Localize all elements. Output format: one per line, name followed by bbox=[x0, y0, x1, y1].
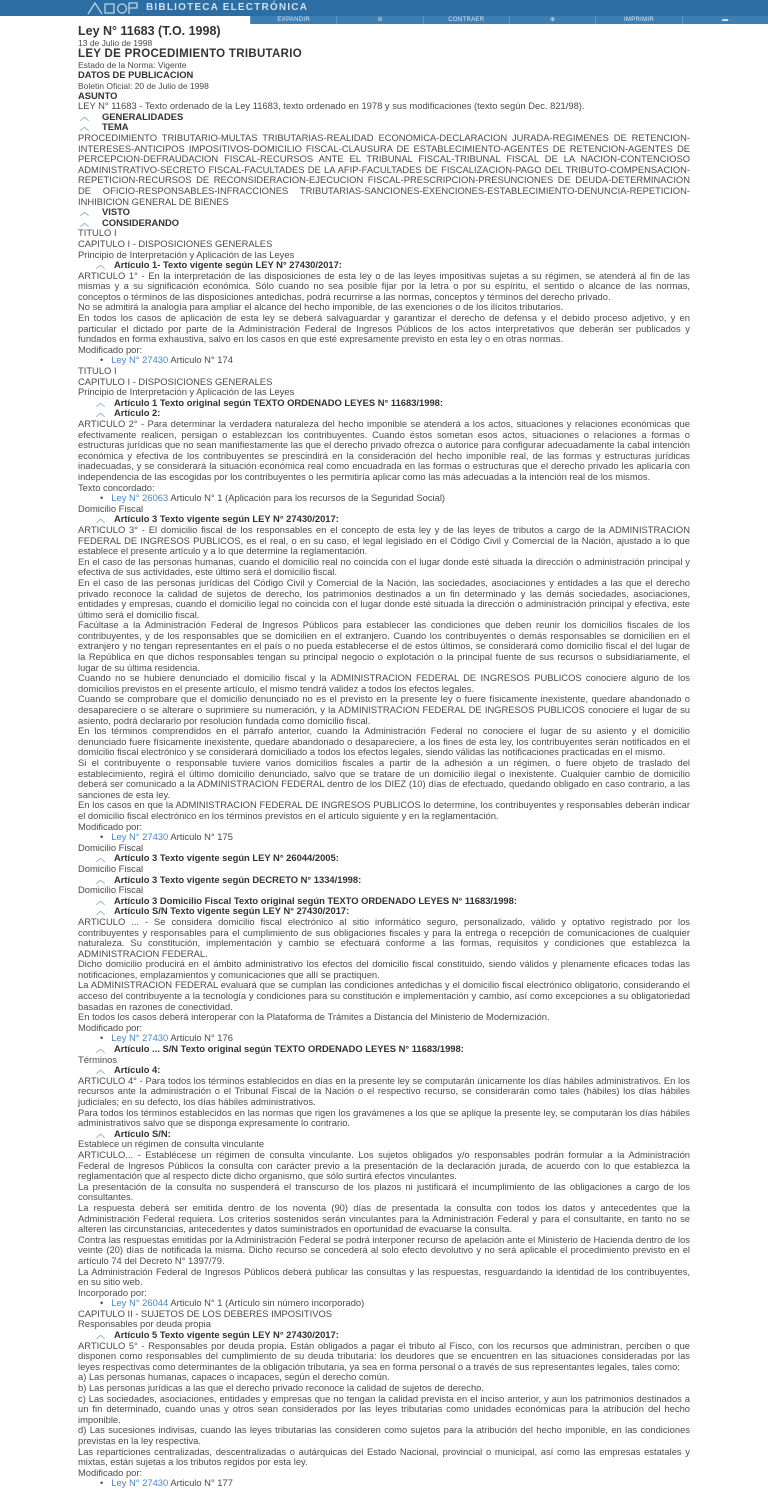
article-label: Artículo 1 Texto original según TEXTO ORDENADO LEYES N° 11683/1998: bbox=[114, 396, 444, 408]
chevron-up-icon: ︿ bbox=[96, 1128, 106, 1139]
article-text: b) Las personas jurídicas a las que el derecho privado reconoce la calidad de sujetos de derecho. bbox=[78, 1382, 484, 1394]
article-label: Artículo S/N Texto vigente según LEY N° 27430/2017: bbox=[114, 905, 350, 917]
collapse-icon: ⊖ bbox=[377, 17, 383, 23]
collapse-button[interactable]: CONTRAER bbox=[423, 16, 509, 24]
law-title: Ley N° 11683 (T.O. 1998) bbox=[78, 24, 221, 38]
article-label: Artículo 1- Texto vigente según LEY N° 27430/2017: bbox=[114, 259, 342, 271]
capitulo: CAPITULO I - DISPOSICIONES GENERALES bbox=[78, 375, 273, 387]
article-text: ARTICULO 2° - Para determinar la verdadera naturaleza del hecho imponible se atenderá a los actos, situaciones y relaciones económicas que efectivamente realicen, persigan o establezcan los contribuyentes. Cuando éstos sometan esos actos, situaciones o relaciones a formas o estructuras jurídicas que no sean manifiestamente las que el derecho privado ofrezca o autorice para configurar adecuadamente la cabal intención económica y efectiva de los contribuyentes se prescindirá en la consideración del hecho imponible real, de las formas y estructuras jurídicas inadecuadas, y se considerará la situación económica real como encuadrada en las formas o estructuras que el derecho privado les aplicaría con independencia de las escogidas por los contribuyentes o les permitiría aplicar como las más adecuadas a la intención real de los mismos. bbox=[78, 418, 690, 482]
article-label: Artículo 3 Texto vigente según LEY N° 26044/2005: bbox=[114, 852, 339, 864]
law-status: Estado de la Norma: Vigente bbox=[78, 60, 187, 70]
reference-link[interactable]: Ley N° 27430 bbox=[111, 1477, 169, 1489]
chevron-up-icon: ︿ bbox=[80, 122, 90, 133]
principio: Principio de Interpretación y Aplicación de las Leyes bbox=[78, 386, 295, 398]
article-text: Contra las respuestas emitidas por la Administración Federal se podrá interponer recurso de apelación ante el Ministerio de Hacienda dentro de los veinte (20) días de notificada la misma. Dicho recurso se concederá al solo efecto devolutivo y no será aplicable el procedimiento previsto en el artículo 74 del Decreto N° 1397/79. bbox=[78, 1233, 690, 1266]
responsables-label: Responsables por deuda propia bbox=[78, 1318, 211, 1330]
article-sn-consulta-header[interactable] bbox=[78, 1129, 690, 1140]
article-text: La ADMINISTRACION FEDERAL evaluará que se cumplan las condiciones antedichas y el domicilio fiscal electrónico obligatorio, considerando el acceso del contribuyente a la tecnología y condiciones para su constitución e implementación y cambio, así como excepciones a su obligatoriedad basadas en razones de conectividad. bbox=[78, 979, 690, 1012]
domicilio-label: Domicilio Fiscal bbox=[78, 841, 144, 853]
collapse-icon-button[interactable] bbox=[336, 16, 422, 24]
chevron-up-icon: ︿ bbox=[96, 906, 106, 917]
chevron-up-icon: ︿ bbox=[96, 1044, 106, 1055]
article-text: En el caso de las personas jurídicas del Código Civil y Comercial de la Nación, las sociedades, asociaciones y entidades a las que el derecho privado reconoce la calidad de sujetos de derecho, los patrimonios destinados a un fin determinado y las demás sociedades, asociaciones, entidades y empresas, cuando el domicilio legal no coincida con el lugar donde esté situada la dirección o administración principal y efectiva, este último será el domicilio fiscal. bbox=[78, 576, 690, 620]
article-3-1998-header[interactable] bbox=[78, 875, 690, 886]
reference-item: • Ley N° 27430 Articulo N° 177 bbox=[100, 1477, 233, 1489]
article-1-original-header[interactable] bbox=[78, 398, 690, 409]
logo-icon bbox=[86, 2, 140, 15]
principio: Principio de Interpretación y Aplicación de las Leyes bbox=[78, 248, 295, 260]
article-text: La respuesta deberá ser emitida dentro de los noventa (90) días de presentada la consulta con todos los datos y antecedentes que la Administración Federal requiera. Los criterios sostenidos serán vinculantes para la Administración Federal y para el consultante, en tanto no se alteren las circunstancias, antecedentes y datos suministrados en oportunidad de evacuarse la consulta. bbox=[78, 1201, 690, 1235]
article-text: ARTICULO ... - Se considera domicilio fiscal electrónico al sitio informático seguro, personalizado, válido y optativo registrado por los contribuyentes y responsables para el cumplimiento de sus obligaciones fiscales y para la entrega o recepción de comunicaciones de cualquier naturaleza. Su constitución, implementación y cambio se efectuará conforme a las formas, requisitos y condiciones que establezca la ADMINISTRACION FEDERAL. bbox=[78, 915, 690, 959]
article-text: Cuando no se hubiere denunciado el domicilio fiscal y la ADMINISTRACION FEDERAL DE INGRESOS PUBLICOS conociere alguno de los domicilios previstos en el presente artículo, el mismo tendrá validez a todos los efectos legales. bbox=[78, 672, 690, 694]
chevron-up-icon: ︿ bbox=[80, 207, 90, 218]
article-text: En los casos en que la ADMINISTRACION FEDERAL DE INGRESOS PUBLICOS lo determine, los contribuyentes y responsables deberán indicar el domicilio fiscal electrónico en los términos previstos en el artículo siguiente y en la reglamentación. bbox=[78, 799, 690, 821]
chevron-up-icon: ︿ bbox=[96, 1330, 106, 1341]
chevron-up-icon: ︿ bbox=[80, 217, 90, 228]
law-subtitle: LEY DE PROCEDIMIENTO TRIBUTARIO bbox=[78, 48, 302, 60]
toolbar bbox=[250, 16, 768, 24]
article-text: Dicho domicilio producirá en el ámbito administrativo los efectos del domicilio fiscal constituido, siendo válidos y plenamente eficaces todas las notificaciones, emplazamientos y comunicaciones que allí se practiquen. bbox=[78, 958, 690, 980]
section-label: CONSIDERANDO bbox=[102, 216, 180, 228]
document-body bbox=[78, 24, 690, 1489]
article-label: Artículo ... S/N Texto original según TEXTO ORDENADO LEYES N° 11683/1998: bbox=[114, 1043, 464, 1055]
reference-link[interactable]: Ley N° 26063 bbox=[111, 492, 169, 504]
printer-icon: ▬ bbox=[722, 17, 729, 23]
section-generalidades[interactable] bbox=[78, 112, 690, 123]
chevron-up-icon: ︿ bbox=[96, 895, 106, 906]
titulo: TITULO I bbox=[78, 365, 117, 377]
reference-item: • Ley N° 27430 Articulo N° 175 bbox=[100, 831, 233, 843]
article-text: La presentación de la consulta no suspenderá el transcurso de los plazos ni justificará el incumplimiento de las obligaciones a cargo de los consultantes. bbox=[78, 1180, 690, 1203]
capitulo: CAPITULO II - SUJETOS DE LOS DEBERES IMPOSITIVOS bbox=[78, 1307, 333, 1319]
article-subtitle: Establece un régimen de consulta vinculante bbox=[78, 1138, 265, 1150]
article-label: Artículo 5 Texto vigente según LEY N° 27430/2017: bbox=[114, 1329, 339, 1341]
chevron-up-icon: ︿ bbox=[96, 514, 106, 525]
reference-detail: Articulo N° 1 (Aplicación para los recursos de la Seguridad Social) bbox=[170, 492, 446, 504]
chevron-up-icon: ︿ bbox=[96, 408, 106, 419]
modified-by: Modificado por: bbox=[78, 820, 143, 832]
brand-title: BIBLIOTECA ELECTRÓNICA bbox=[146, 1, 309, 13]
chevron-up-icon: ︿ bbox=[96, 1065, 106, 1076]
article-text: ARTICULO 3° - El domicilio fiscal de los responsables en el concepto de esta ley y de las leyes de tributos a cargo de la ADMINISTRACION FEDERAL DE INGRESOS PUBLICOS, es el real, o en su caso, el legal legislado en el Código Civil y Comercial de la Nación, ajustado a lo que establece el presente artículo y a lo que determine la reglamentación. bbox=[78, 523, 690, 557]
article-text: ARTICULO... - Establécese un régimen de consulta vinculante. Los sujetos obligados y/o responsables podrán formular a la Administración Federal de Ingresos Públicos la consulta con carácter previo a la presentación de la declaración jurada, de acuerdo con lo que establezca la reglamentación que al respecto dicte dicho organismo, que sólo surtirá efectos vinculantes. bbox=[78, 1148, 690, 1182]
reference-detail: Articulo N° 174 bbox=[170, 354, 233, 366]
reference-item: • Ley N° 26063 Articulo N° 1 (Aplicación para los recursos de la Seguridad Social) bbox=[100, 492, 446, 504]
reference-detail: Articulo N° 175 bbox=[170, 831, 233, 843]
reference-detail: Articulo N° 176 bbox=[170, 1032, 233, 1044]
article-text: En los términos comprendidos en el párrafo anterior, cuando la Administración Federal no conociere el lugar de su asiento y el domicilio denunciado fuere físicamente inexistente, quedare abandonado o desapareciere, a los fines de esta ley, los contribuyentes serán notificados en el domicilio fiscal electrónico y se considerará domiciliado a todos los efectos legales, siendo válidas las notificaciones practicadas en el mismo. bbox=[78, 725, 690, 758]
article-text: No se admitirá la analogía para ampliar el alcance del hecho imponible, de las exenciones o de los ilícitos tributarios. bbox=[78, 301, 564, 313]
article-text: ARTICULO 1° - En la interpretación de las disposiciones de esta ley o de las leyes impositivas sujetas a su régimen, se atenderá al fin de las mismas y a su significación económica. Sólo cuando no sea posible fijar por la letra o por su espíritu, el sentido o alcance de las normas, conceptos o términos de las disposiciones antedichas, podrá recurrirse a las normas, conceptos y términos del derecho privado. bbox=[78, 269, 690, 302]
terminos-label: Términos bbox=[78, 1053, 118, 1065]
modified-by: Modificado por: bbox=[78, 343, 143, 355]
article-text: En todos los casos de aplicación de esta ley se deberá salvaguardar y garantizar el derecho de defensa y el debido proceso adjetivo, y en particular el dictado por parte de la Administración Federal de Ingresos Públicos de los actos interpretativos que deberán ser publicados y fundados en forma exhaustiva, salvo en los casos en que esté expresamente previsto en esta ley o en otras normas. bbox=[78, 312, 690, 345]
article-4-header[interactable] bbox=[78, 1065, 690, 1076]
chevron-up-icon: ︿ bbox=[96, 260, 106, 271]
chevron-up-icon: ︿ bbox=[96, 397, 106, 408]
reference-detail: Articulo N° 177 bbox=[170, 1477, 233, 1489]
top-bar bbox=[0, 0, 768, 16]
article-text: d) Las sucesiones indivisas, cuando las leyes tributarias las consideren como sujetos para la atribución del hecho imponible, en las condiciones previstas en la ley respectiva. bbox=[78, 1424, 690, 1446]
article-text: ARTICULO 4° - Para todos los términos establecidos en días en la presente ley se computarán únicamente los días hábiles administrativos. En los recursos ante la administración o el Tribunal Fiscal de la Nación o el respectivo recurso, se considerarán como tales (hábiles) los días hábiles judiciales; en su defecto, los días hábiles administrativos. bbox=[78, 1074, 690, 1107]
capitulo: CAPITULO I - DISPOSICIONES GENERALES bbox=[78, 237, 273, 249]
section-label: GENERALIDADES bbox=[102, 110, 184, 122]
section-label: VISTO bbox=[102, 206, 130, 218]
article-label: Artículo 3 Texto vigente según LEY N° 27430/2017: bbox=[114, 513, 339, 525]
article-label: Artículo 4: bbox=[114, 1064, 161, 1076]
article-text: Cuando se comprobare que el domicilio denunciado no es el previsto en la presente ley o fuere físicamente inexistente, quedare abandonado o desapareciere o se alterare o suprimiere su numeración, y la ADMINISTRACION FEDERAL DE INGRESOS PUBLICOS conociere el lugar de su asiento, podrá declararlo por resolución fundada como domicilio fiscal. bbox=[78, 693, 690, 726]
expand-icon-button[interactable] bbox=[509, 16, 595, 24]
chevron-up-icon: ︿ bbox=[80, 111, 90, 122]
reference-link[interactable]: Ley N° 27430 bbox=[111, 354, 169, 366]
modified-by: Incorporado por: bbox=[78, 1286, 147, 1298]
asunto-heading: ASUNTO bbox=[78, 89, 118, 101]
article-text: ARTICULO 5° - Responsables por deuda propia. Están obligados a pagar el tributo al Fisco, con los recursos que administran, perciben o que disponen como responsables del cumplimiento de su deuda tributaria: los deudores que se encuentren en las situaciones consideradas por las leyes respectivas como determinantes de la obligación tributaria, ya sea en forma personal o a través de sus representantes legales, tales como: bbox=[78, 1339, 690, 1372]
reference-link[interactable]: Ley N° 27430 bbox=[111, 831, 169, 843]
article-5-header[interactable] bbox=[78, 1330, 690, 1341]
pub-boletin: Boletin Oficial: 20 de Julio de 1998 bbox=[78, 80, 209, 91]
section-label: TEMA bbox=[102, 121, 129, 133]
article-label: Artículo 2: bbox=[114, 407, 161, 419]
reference-item: • Ley N° 27430 Articulo N° 174 bbox=[100, 354, 233, 366]
print-icon-button[interactable] bbox=[682, 16, 768, 24]
article-3-2005-header[interactable] bbox=[78, 853, 690, 864]
expand-button[interactable]: EXPANDIR bbox=[250, 16, 336, 24]
reference-item: • Ley N° 27430 Articulo N° 176 bbox=[100, 1032, 233, 1044]
article-text: La Administración Federal de Ingresos Públicos deberá publicar las consultas y las respuestas, resguardando la identidad de los contribuyentes, en su sitio web. bbox=[78, 1265, 690, 1288]
logo[interactable] bbox=[86, 1, 308, 15]
modified-by: Modificado por: bbox=[78, 1021, 143, 1033]
article-label: Artículo S/N: bbox=[114, 1127, 171, 1139]
reference-detail: Articulo N° 1 (Artículo sin número incorporado) bbox=[170, 1297, 365, 1309]
titulo: TITULO I bbox=[78, 227, 117, 239]
tema-text: PROCEDIMIENTO TRIBUTARIO-MULTAS TRIBUTARIAS-REALIDAD ECONOMICA-DECLARACION JURADA-REGIMENES DE RETENCION-INTERESES-ANTICIPOS IMPOSITIVOS-DOMICILIO FISCAL-CLAUSURA DE ESTABLECIMIENTO-AGENTES DE RETENCION-AGENTES DE PERCEPCION-DEFRAUDACION FISCAL-RECURSOS ANTE EL TRIBUNAL FISCAL-TRIBUNAL FISCAL DE LA NACION-CONTENCIOSO ADMINISTRATIVO-SECRETO FISCAL-FACULTADES DE LA AFIP-FACULTADES DE FISCALIZACION-PAGO DEL TRIBUTO-COMPENSACION-REPETICION-RECURSOS DE RECONSIDERACION-EJECUCION FISCAL-PRESCRIPCION-PRESUNCIONES DE DEUDA-DETERMINACION DE OFICIO-RESPONSABLES-INFRACCIONES TRIBUTARIAS-SANCIONES-EXENCIONES-ESTABLECIMIENTO-DENUNCIA-REPETICION-INHIBICION GENERAL DE BIENES bbox=[78, 131, 690, 207]
article-text: Para todos los términos establecidos en las normas que rigen los gravámenes a los que se aplique la presente ley, se computarán los días hábiles administrativos salvo que se disponga expresamente lo contrario. bbox=[78, 1106, 690, 1129]
pub-heading: DATOS DE PUBLICACION bbox=[78, 69, 194, 80]
reference-link[interactable]: Ley N° 26044 bbox=[111, 1297, 169, 1309]
modified-by: Modificado por: bbox=[78, 1466, 143, 1478]
asunto-text: LEY N° 11683 - Texto ordenado de la Ley 11683, texto ordenado en 1978 y sus modificaciones (texto según Dec. 821/98). bbox=[78, 100, 585, 112]
article-text: Las reparticiones centralizadas, descentralizadas o autárquicas del Estado Nacional, provincial o municipal, así como las empresas estatales y mixtas, están sujetas a los tributos regidos por esta ley. bbox=[78, 1445, 690, 1468]
domicilio-label: Domicilio Fiscal bbox=[78, 862, 144, 874]
print-button[interactable]: IMPRIMIR bbox=[595, 16, 681, 24]
article-text: a) Las personas humanas, capaces o incapaces, según el derecho común. bbox=[78, 1371, 390, 1383]
article-text: En el caso de las personas humanas, cuando el domicilio real no coincida con el lugar donde esté situada la dirección o administración principal y efectiva de sus actividades, este último será el domicilio fiscal. bbox=[78, 555, 690, 578]
article-label: Artículo 3 Domicilio Fiscal Texto original según TEXTO ORDENADO LEYES N° 11683/1998: bbox=[114, 894, 517, 906]
domicilio-label: Domicilio Fiscal bbox=[78, 502, 144, 514]
domicilio-label: Domicilio Fiscal bbox=[78, 884, 144, 896]
article-text: Si el contribuyente o responsable tuviere varios domicilios fiscales a partir de la adhesión a un régimen, o fuere objeto de traslado del establecimiento, regirá el último domicilio denunciado, salvo que se tratare de un domicilio ilegal o inexistente. Cualquier cambio de domicilio deberá ser comunicado a la ADMINISTRACION FEDERAL dentro de los DIEZ (10) días de efectuado, quedando obligado en caso contrario, a las sanciones de esta ley. bbox=[78, 757, 690, 800]
chevron-up-icon: ︿ bbox=[96, 853, 106, 864]
article-text: En todos los casos deberá interoperar con la Plataforma de Trámites a Distancia del Ministerio de Modernización. bbox=[78, 1011, 550, 1023]
modified-by: Texto concordado: bbox=[78, 481, 155, 493]
expand-icon: ⊕ bbox=[549, 17, 556, 23]
article-sn-original-header[interactable] bbox=[78, 1044, 690, 1055]
law-date: 13 de Julio de 1998 bbox=[78, 38, 153, 48]
reference-item: • Ley N° 26044 Articulo N° 1 (Artículo sin número incorporado) bbox=[100, 1297, 365, 1309]
section-considerando[interactable] bbox=[78, 218, 690, 229]
article-label: Artículo 3 Texto vigente según DECRETO N° 1334/1998: bbox=[114, 873, 362, 885]
article-text: c) Las sociedades, asociaciones, entidades y empresas que no tengan la calidad prevista en el inciso anterior, y aun los patrimonios destinados a un fin determinado, cuando unas y otros sean considerados por las leyes tributarias como unidades económicas para la atribución del hecho imponible. bbox=[78, 1392, 690, 1425]
chevron-up-icon: ︿ bbox=[96, 874, 106, 885]
article-text: Facúltase a la Administración Federal de Ingresos Públicos para establecer las condiciones que deben reunir los domicilios fiscales de los contribuyentes, y de los responsables que se domicilien en el extranjero. Cuando los contribuyentes o demás responsables se domicilien en el extranjero y no tengan representantes en el país o no pueda establecerse el de estos últimos, se considerará como domicilio fiscal el del lugar de la República en que dichos responsables tengan su principal negocio o explotación o la principal fuente de sus recursos o subsidiariamente, el lugar de su última residencia. bbox=[78, 619, 690, 673]
reference-link[interactable]: Ley N° 27430 bbox=[111, 1032, 169, 1044]
